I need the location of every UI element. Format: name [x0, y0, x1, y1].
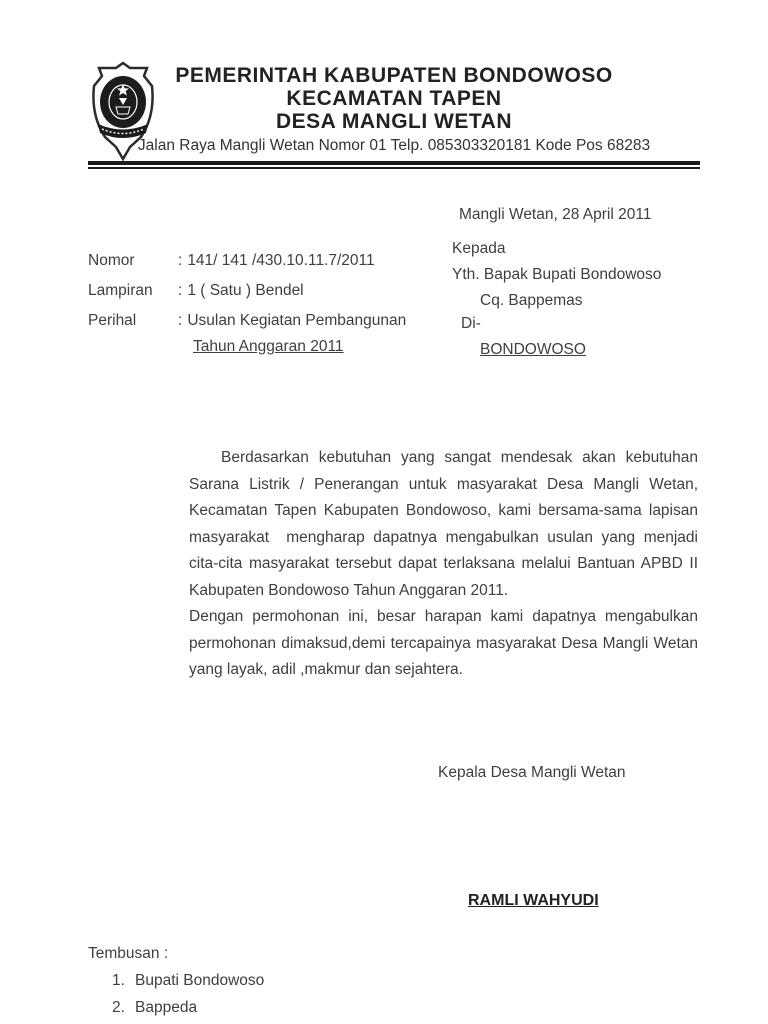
- letter-body: [189, 445, 703, 684]
- meta-subject-continued: Tahun Anggaran 2011: [193, 338, 344, 355]
- meta-label: Nomor: [88, 252, 135, 269]
- tembusan-item-number: 1.: [112, 972, 125, 989]
- letterhead-government: PEMERINTAH KABUPATEN BONDOWOSO: [175, 64, 613, 87]
- tembusan-label: Tembusan :: [88, 945, 169, 962]
- tembusan-item: [112, 971, 264, 991]
- meta-separator: :: [178, 252, 183, 269]
- recipient-kepada: Kepada: [452, 240, 506, 257]
- recipient-di: Di-: [461, 315, 481, 332]
- signature-title: Kepala Desa Mangli Wetan: [438, 764, 626, 781]
- tembusan-item-label: Bupati Bondowoso: [135, 972, 265, 989]
- letterhead-divider: [88, 161, 700, 169]
- body-paragraph-2: Dengan permohonan ini, besar harapan kami dapatnya mengabulkan permohonan dimaksud,demi tercapainya masyarakat Desa Mangli Wetan yang layak, adil ,makmur dan sejahtera.: [189, 608, 703, 678]
- meta-row-lampiran: [88, 281, 304, 301]
- letterhead-address: Jalan Raya Mangli Wetan Nomor 01 Telp. 085303320181 Kode Pos 68283: [137, 137, 651, 154]
- meta-row-nomor: [88, 251, 375, 271]
- letterhead-district: KECAMATAN TAPEN: [286, 87, 502, 110]
- recipient-addressee: Yth. Bapak Bupati Bondowoso: [452, 266, 662, 283]
- tembusan-item-number: 2.: [112, 999, 125, 1016]
- date-line: Mangli Wetan, 28 April 2011: [459, 206, 652, 223]
- meta-value: 1 ( Satu ) Bendel: [187, 282, 304, 299]
- recipient-cq: Cq. Bappemas: [480, 292, 583, 309]
- recipient-city: BONDOWOSO: [480, 341, 586, 358]
- letterhead: [88, 64, 700, 155]
- meta-row-perihal: [88, 311, 406, 331]
- letterhead-village: DESA MANGLI WETAN: [276, 110, 512, 133]
- tembusan-item: [112, 998, 197, 1018]
- meta-separator: :: [178, 312, 183, 329]
- meta-value: Usulan Kegiatan Pembangunan: [187, 312, 407, 329]
- signature-name: RAMLI WAHYUDI: [468, 892, 599, 909]
- meta-label: Lampiran: [88, 282, 153, 299]
- tembusan-item-label: Bappeda: [135, 999, 198, 1016]
- body-paragraph-1: Berdasarkan kebutuhan yang sangat mendesak akan kebutuhan Sarana Listrik / Penerangan untuk masyarakat Desa Mangli Wetan, Kecamatan Tapen Kabupaten Bondowoso, kami bersama-sama lapisan masyarakat mengharap dapatnya mengabulkan usulan yang menjadi cita-cita masyarakat tersebut dapat terlaksana melalui Bantuan APBD II Kabupaten Bondowoso Tahun Anggaran 2011.: [189, 449, 703, 599]
- meta-separator: :: [178, 282, 183, 299]
- meta-value: 141/ 141 /430.10.11.7/2011: [187, 252, 375, 269]
- meta-label: Perihal: [88, 312, 137, 329]
